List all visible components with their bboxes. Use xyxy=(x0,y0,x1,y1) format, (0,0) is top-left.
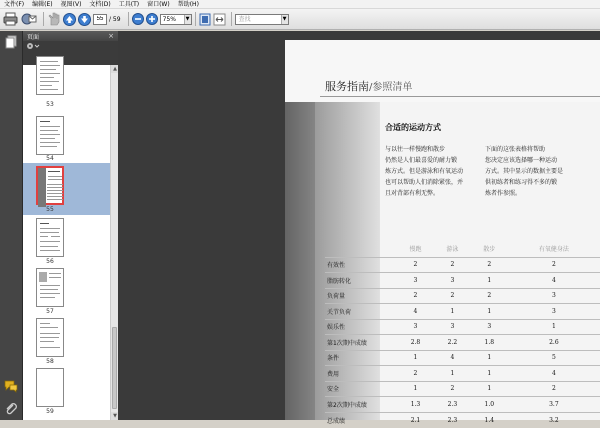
hand-icon xyxy=(47,12,61,26)
document-page xyxy=(285,40,600,425)
thumbnail-item[interactable] xyxy=(23,315,110,365)
table-cell: 2.6 xyxy=(508,335,600,351)
arrow-down-icon xyxy=(78,13,91,26)
hand-tool-button[interactable] xyxy=(47,11,61,27)
zoom-value: 75% xyxy=(162,15,176,23)
table-row xyxy=(325,366,600,382)
header-rule xyxy=(320,96,600,97)
section-title: 合适的运动方式 xyxy=(385,123,441,132)
chevron-down-icon: ▼ xyxy=(184,15,191,24)
table-cell: 3 xyxy=(397,273,434,289)
table-cell: 1 xyxy=(471,366,508,382)
table-cell: 2 xyxy=(397,366,434,382)
table-row xyxy=(325,412,600,428)
menu-file[interactable]: 文件(F) xyxy=(4,0,25,8)
thumbnail-label: 53 xyxy=(46,101,54,108)
email-button[interactable] xyxy=(20,11,38,27)
column-header: 散步 xyxy=(483,246,496,254)
column-header xyxy=(325,241,397,257)
row-label: 条件 xyxy=(325,350,397,366)
page-thumbnail xyxy=(36,318,64,357)
menu-view[interactable]: 视图(V) xyxy=(60,0,82,8)
thumbnail-item[interactable] xyxy=(23,65,110,113)
zoom-out-icon xyxy=(132,13,144,25)
table-cell: 2 xyxy=(397,257,434,273)
row-label: 脂肪转化 xyxy=(325,273,397,289)
table-cell: 4 xyxy=(434,350,471,366)
menu-window[interactable]: 窗口(W) xyxy=(147,0,170,8)
table-cell: 4 xyxy=(397,304,434,320)
chevron-down-icon: ▼ xyxy=(281,15,288,24)
table-row xyxy=(325,304,600,320)
row-label: 有效性 xyxy=(325,257,397,273)
zoom-out-button[interactable] xyxy=(132,11,144,27)
thumbnail-scrollbar[interactable] xyxy=(110,65,118,420)
fit-width-icon xyxy=(213,13,226,26)
column-header: 有氧健身法 xyxy=(538,246,569,254)
table-cell: 1.3 xyxy=(397,397,434,413)
table-cell: 1.4 xyxy=(471,412,508,428)
row-label: 费用 xyxy=(325,366,397,382)
thumbnail-item[interactable] xyxy=(23,113,110,163)
thumbnail-pane xyxy=(23,31,118,420)
table-cell: 1 xyxy=(397,350,434,366)
thumbnail-item-selected[interactable] xyxy=(23,163,110,215)
menu-help[interactable]: 帮助(H) xyxy=(177,0,199,8)
table-cell: 1 xyxy=(471,381,508,397)
page-number-input[interactable] xyxy=(93,14,107,25)
printer-icon xyxy=(3,12,18,26)
table-row xyxy=(325,350,600,366)
table-cell: 1.0 xyxy=(471,397,508,413)
toolbar-separator xyxy=(43,12,44,26)
fit-page-icon xyxy=(199,13,211,26)
pages-panel-icon[interactable] xyxy=(4,35,18,49)
table-cell: 3 xyxy=(471,319,508,335)
page-thumbnail xyxy=(36,166,64,205)
row-label: 关节负荷 xyxy=(325,304,397,320)
row-label: 第2次期中成绩 xyxy=(325,397,397,413)
print-button[interactable] xyxy=(3,11,18,27)
table-cell: 1 xyxy=(434,366,471,382)
table-cell: 1 xyxy=(471,304,508,320)
email-icon xyxy=(20,12,38,26)
scroll-up-icon[interactable]: ▲ xyxy=(111,65,119,73)
table-cell: 2.3 xyxy=(434,397,471,413)
table-cell: 2 xyxy=(434,288,471,304)
page-title-main: 服务指南 xyxy=(325,80,369,93)
search-input[interactable] xyxy=(235,14,289,25)
paragraph-right: 下面的这张表格将帮助 您决定应该选择哪一种运动 方式。其中显示的数据主要是 供初练者和练习得不多的锻 炼者作参照。 xyxy=(485,146,564,197)
table-row xyxy=(325,335,600,351)
page-thumbnail xyxy=(36,116,64,155)
column-header: 游泳 xyxy=(446,246,459,254)
comparison-table xyxy=(325,241,600,428)
paragraph-left: 与以往一样慢跑和散步 仍然是人们最喜爱的耐力锻 炼方式。但是游泳和有氧运动 也可以帮助人们消除紧张，并 且对背部有利无弊。 xyxy=(385,146,464,197)
fit-width-button[interactable] xyxy=(213,11,226,27)
row-label: 总成绩 xyxy=(325,412,397,428)
table-row xyxy=(325,257,600,273)
table-cell: 3 xyxy=(508,288,600,304)
menu-bar xyxy=(0,0,600,9)
arrow-up-icon xyxy=(63,13,76,26)
thumbnail-item[interactable] xyxy=(23,265,110,315)
scroll-down-icon[interactable]: ▼ xyxy=(111,412,119,420)
prev-page-button[interactable] xyxy=(63,11,76,27)
table-cell: 2 xyxy=(471,257,508,273)
table-cell: 3.2 xyxy=(508,412,600,428)
row-label: 安全 xyxy=(325,381,397,397)
page-thumbnail xyxy=(36,368,64,407)
thumbnail-label: 56 xyxy=(46,258,54,265)
table-body xyxy=(325,257,600,428)
zoom-in-button[interactable] xyxy=(146,11,158,27)
table-cell: 2 xyxy=(508,381,600,397)
thumbnail-label: 59 xyxy=(46,408,54,415)
table-cell: 2.1 xyxy=(397,412,434,428)
pane-header xyxy=(23,31,118,41)
toolbar-separator xyxy=(128,12,129,26)
attachment-icon[interactable] xyxy=(4,402,18,416)
search-placeholder: 查找 xyxy=(238,15,251,23)
toolbar-separator xyxy=(195,12,196,26)
table-cell: 3 xyxy=(508,304,600,320)
left-rail xyxy=(0,31,23,420)
row-label: 负荷量 xyxy=(325,288,397,304)
column-header: 慢跑 xyxy=(409,246,422,254)
table-row xyxy=(325,381,600,397)
toolbar xyxy=(0,9,600,30)
table-cell: 5 xyxy=(508,350,600,366)
table-cell: 1 xyxy=(434,304,471,320)
fit-page-button[interactable] xyxy=(199,11,211,27)
pane-title: 页面 xyxy=(27,33,40,41)
close-icon[interactable]: × xyxy=(108,32,114,40)
table-header-row xyxy=(325,241,600,257)
row-label: 第1次期中成绩 xyxy=(325,335,397,351)
page-shadow-dark xyxy=(285,102,315,420)
table-cell: 2 xyxy=(471,288,508,304)
menu-document[interactable]: 文档(D) xyxy=(89,0,111,8)
document-viewport[interactable] xyxy=(118,31,600,425)
page-thumbnail xyxy=(36,268,64,307)
table-cell: 1 xyxy=(508,319,600,335)
table-cell: 1 xyxy=(397,381,434,397)
thumbnail-label: 57 xyxy=(46,308,54,315)
page-total: / 59 xyxy=(109,15,121,23)
table-cell: 3 xyxy=(434,273,471,289)
table-cell: 2 xyxy=(434,381,471,397)
page-thumbnail xyxy=(36,56,64,95)
table-row xyxy=(325,397,600,413)
toolbar-separator xyxy=(231,12,232,26)
table-cell: 2.2 xyxy=(434,335,471,351)
menu-edit[interactable]: 编辑(E) xyxy=(32,0,53,8)
table-cell: 2.3 xyxy=(434,412,471,428)
thumbnail-label: 55 xyxy=(46,206,54,213)
table-cell: 3.7 xyxy=(508,397,600,413)
thumbnail-item[interactable] xyxy=(23,215,110,265)
thumbnail-label: 54 xyxy=(46,155,54,162)
table-cell: 1.8 xyxy=(471,335,508,351)
next-page-button[interactable] xyxy=(78,11,91,27)
thumbnail-list xyxy=(23,65,118,420)
table-row xyxy=(325,288,600,304)
menu-tools[interactable]: 工具(T) xyxy=(118,0,140,8)
table-cell: 4 xyxy=(508,366,600,382)
table-cell: 2.8 xyxy=(397,335,434,351)
comments-panel-icon[interactable] xyxy=(4,379,18,393)
zoom-in-icon xyxy=(146,13,158,25)
table-cell: 1 xyxy=(471,273,508,289)
pane-options[interactable] xyxy=(23,41,118,51)
thumbnail-label: 58 xyxy=(46,358,54,365)
page-thumbnail xyxy=(36,218,64,257)
table-row xyxy=(325,319,600,335)
table-cell: 3 xyxy=(434,319,471,335)
table-cell: 2 xyxy=(434,257,471,273)
table-cell: 2 xyxy=(508,257,600,273)
row-label: 娱乐性 xyxy=(325,319,397,335)
table-cell: 3 xyxy=(397,319,434,335)
zoom-select[interactable] xyxy=(160,14,192,25)
options-icon xyxy=(26,42,40,50)
thumbnail-item[interactable] xyxy=(23,365,110,420)
page-title xyxy=(325,78,412,94)
table-cell: 1 xyxy=(471,350,508,366)
table-cell: 4 xyxy=(508,273,600,289)
scrollbar-thumb[interactable] xyxy=(112,327,117,409)
table-row xyxy=(325,273,600,289)
page-title-sub: /参照清单 xyxy=(369,82,413,93)
table-cell: 2 xyxy=(397,288,434,304)
